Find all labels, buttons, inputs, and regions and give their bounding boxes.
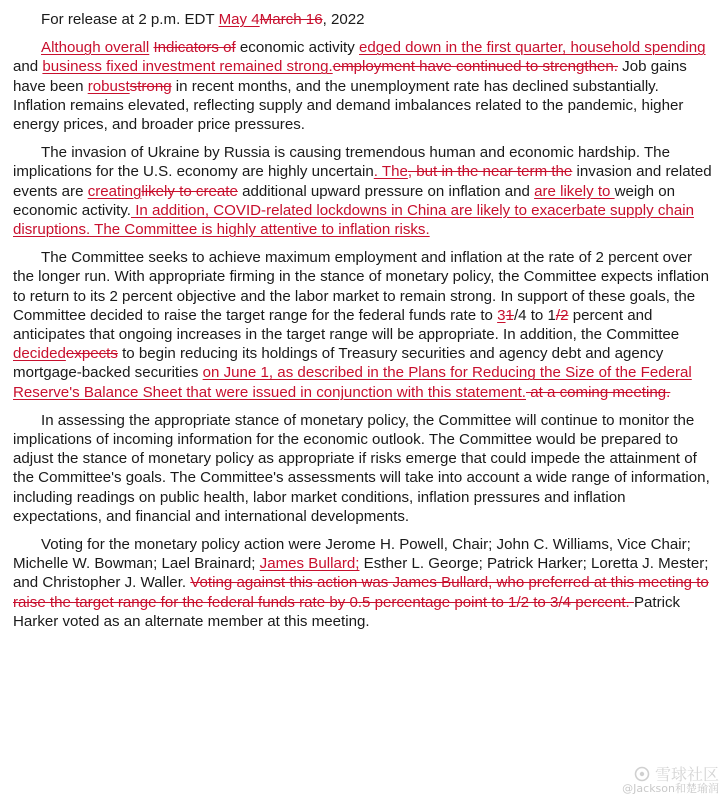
inserted-text: business fixed investment remained strong. bbox=[42, 58, 333, 76]
inserted-text: are likely to bbox=[534, 182, 615, 200]
body-text: Voting for the monetary policy action were Jerome H. Powell, Chair; John C. Williams, Vice Chair; Michelle W. Bowman; Lael Brainard; bbox=[13, 536, 691, 573]
deleted-text: , but in the near term the bbox=[407, 163, 573, 181]
statement-document bbox=[13, 10, 713, 640]
body-text: The invasion of Ukraine by Russia is causing tremendous human and economic hardship. The implications for the U.S. economy are highly uncertain bbox=[13, 144, 670, 181]
deleted-text: expects bbox=[65, 345, 118, 363]
inserted-text: In addition, COVID-related lockdowns in China are likely to exacerbate supply chain disruptions. The Committee is highly attentive to inflation risks. bbox=[13, 201, 694, 239]
deleted-text: employment have continued to strengthen. bbox=[332, 58, 618, 76]
inserted-text: robust bbox=[87, 77, 130, 95]
snowball-logo-icon bbox=[633, 766, 651, 782]
inserted-text: James Bullard; bbox=[259, 555, 360, 573]
watermark bbox=[622, 766, 719, 795]
paragraph-economic-activity bbox=[13, 38, 713, 134]
body-text: Esther L. George; Patrick Harker; Loretta J. Mester; and Christopher J. Waller. bbox=[13, 555, 709, 592]
deleted-date: March 16 bbox=[259, 11, 323, 28]
release-year: , 2022 bbox=[322, 11, 365, 28]
body-text: /4 to 1 bbox=[513, 306, 556, 324]
watermark-brand bbox=[633, 766, 719, 782]
deleted-text: likely to create bbox=[141, 182, 238, 200]
paragraph-voting bbox=[13, 535, 713, 631]
inserted-text: 3 bbox=[497, 306, 506, 324]
inserted-text: edged down in the first quarter, household spending bbox=[359, 39, 706, 57]
paragraph-ukraine bbox=[13, 143, 713, 239]
release-prefix: For release at 2 p.m. EDT bbox=[41, 11, 219, 28]
watermark-handle: @Jackson和楚瑜润 bbox=[622, 782, 719, 795]
inserted-text: . The bbox=[373, 163, 408, 181]
watermark-brand-text: 雪球社区 bbox=[654, 764, 719, 784]
body-text: invasion and related events are bbox=[13, 163, 712, 200]
deleted-text: Indicators of bbox=[153, 39, 236, 57]
inserted-text: creating bbox=[87, 182, 142, 200]
deleted-text: 1 bbox=[505, 306, 514, 324]
body-text: additional upward pressure on inflation and bbox=[237, 182, 535, 200]
deleted-text: strong bbox=[129, 77, 172, 95]
inserted-text: Although overall bbox=[41, 39, 150, 57]
body-text: weigh on economic activity. bbox=[13, 182, 676, 219]
body-text: Job gains have been bbox=[13, 58, 687, 95]
deleted-text: Voting against this action was James Bullard, who preferred at this meeting to raise the target range for the federal funds rate by 0.5 percentage point to 1/2 to 3/4 percent. bbox=[13, 574, 709, 611]
inserted-text: on June 1, as described in the Plans for Reducing the Size of the Federal Reserve's Balance Sheet that were issued in conjunction with this statement. bbox=[13, 364, 692, 401]
body-text: Patrick Harker voted as an alternate member at this meeting. bbox=[13, 593, 681, 630]
body-text: to begin reducing its holdings of Treasury securities and agency debt and agency mortgage-backed securities bbox=[13, 345, 664, 382]
body-text: percent and anticipates that ongoing increases in the target range will be appropriate. In addition, the Committee bbox=[13, 306, 680, 344]
body-text: The Committee seeks to achieve maximum employment and inflation at the rate of 2 percent over the longer run. With appropriate firming in the stance of monetary policy, the Committee expects inflation to return to its 2 percent objective and the labor market to remain strong. In support of these goals, the Committee decided to raise the target range for the federal funds rate to bbox=[13, 249, 710, 324]
inserted-date: May 4 bbox=[218, 11, 260, 28]
release-line bbox=[13, 10, 713, 29]
body-text: In assessing the appropriate stance of monetary policy, the Committee will continue to monitor the implications of incoming information for the economic outlook. The Committee would be prepared to adjust the stance of monetary policy as appropriate if risks emerge that could impede the attainment of the Committee's goals. The Committee's assessments will take into account a wide range of information, including readings on public health, labor market conditions, inflation pressures and inflation expectations, and financial and international developments. bbox=[13, 411, 710, 525]
inserted-text: decided bbox=[13, 345, 66, 363]
body-text: and bbox=[13, 58, 43, 76]
paragraph-policy-decision bbox=[13, 248, 713, 402]
body-text: economic activity bbox=[235, 39, 359, 57]
deleted-text: /2 bbox=[555, 306, 569, 324]
deleted-text: at a coming meeting. bbox=[526, 383, 671, 401]
body-text: in recent months, and the unemployment rate has declined substantially. Inflation remains elevated, reflecting supply and demand imbalances related to the pandemic, higher energy prices, and broader price pressures. bbox=[13, 77, 684, 134]
paragraph-assessment bbox=[13, 411, 713, 526]
